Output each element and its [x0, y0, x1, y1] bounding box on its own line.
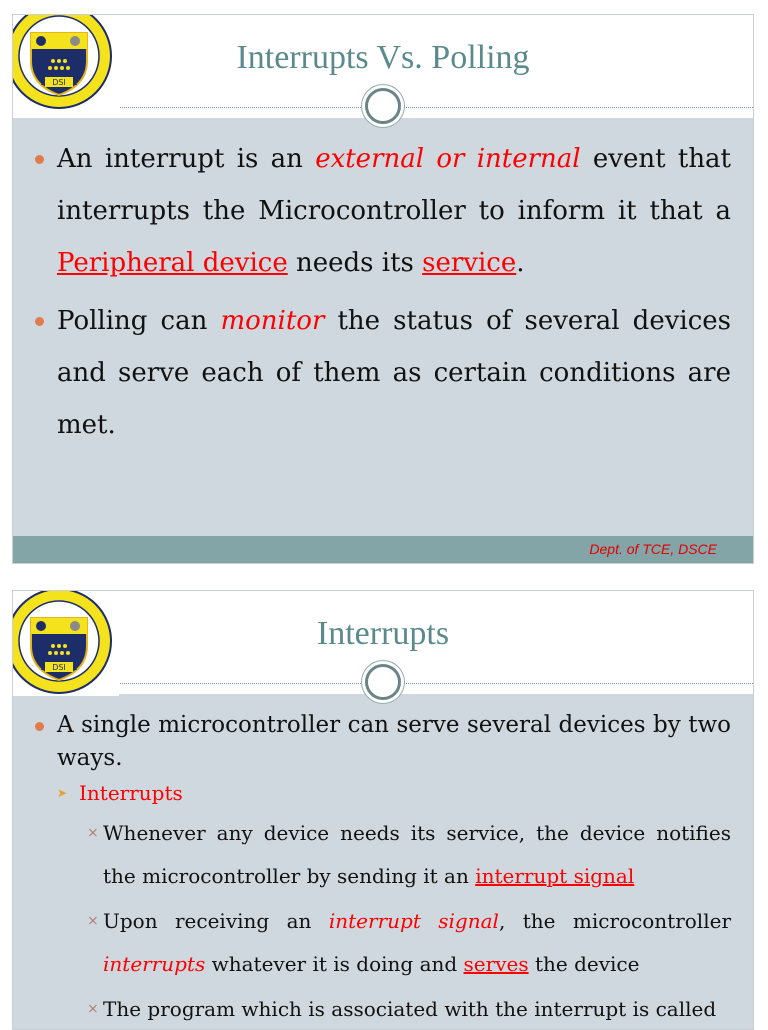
text-run: Polling can — [57, 306, 221, 336]
slide-footer — [13, 536, 753, 563]
list-item — [13, 900, 753, 986]
slide-header — [13, 591, 753, 694]
text-run: Upon receiving an — [103, 909, 329, 933]
highlight-service: service — [422, 248, 517, 278]
text-run: the status of several devices and serve each of them as certain conditions are met. — [57, 306, 731, 440]
sub-heading-label: Interrupts — [79, 781, 183, 805]
footer-credit: Dept. of TCE, DSCE — [589, 541, 717, 557]
text-run: the device — [528, 952, 640, 976]
text-run: Whenever any device needs its service, the device notifies the microcontroller by sending it an — [103, 821, 731, 888]
highlight-monitor: monitor — [220, 306, 325, 336]
institution-crest-icon — [12, 590, 119, 696]
cross-mark-icon: × — [87, 825, 99, 841]
text-run: needs its — [287, 248, 423, 278]
cross-mark-icon: × — [87, 1001, 99, 1017]
text-run: An interrupt is an — [57, 144, 316, 174]
bullet-interrupt-definition — [13, 133, 753, 289]
text-run: event that interrupts the Microcontroller to inform it that a — [57, 144, 732, 226]
slide-header — [13, 15, 753, 118]
sub-heading-interrupts — [13, 776, 753, 810]
highlight-interrupt-signal: interrupt signal — [328, 909, 499, 933]
cross-mark-icon: × — [87, 913, 99, 929]
list-item — [13, 812, 753, 898]
bullet-polling-definition — [13, 295, 753, 451]
bullet-two-ways: A single microcontroller can serve several devices by two ways. — [13, 709, 753, 775]
highlight-interrupts: interrupts — [103, 952, 206, 976]
text-run: The program which is associated with the interrupt is called — [103, 997, 717, 1021]
crest-text: DSI — [52, 78, 66, 87]
slide-title: Interrupts — [316, 615, 450, 652]
text-run: whatever it is doing and — [205, 952, 464, 976]
slide-title: Interrupts Vs. Polling — [236, 39, 530, 76]
slide-interrupts — [12, 590, 754, 1030]
slide-content — [13, 133, 753, 451]
institution-crest-icon — [12, 14, 119, 111]
divider-circle-ornament — [365, 88, 401, 124]
arrowhead-icon: ➤ — [57, 786, 68, 800]
text-run: . — [516, 248, 525, 278]
slide-content — [13, 709, 753, 1030]
crest-text: DSI — [52, 663, 66, 672]
highlight-interrupt-signal: interrupt signal — [475, 864, 635, 888]
text-run: , the microcontroller — [498, 909, 731, 933]
divider-circle-ornament — [365, 664, 401, 700]
slide-interrupts-vs-polling — [12, 14, 754, 564]
highlight-external-internal: external or internal — [315, 144, 581, 174]
highlight-peripheral-device: Peripheral device — [57, 248, 288, 278]
highlight-serves: serves — [463, 952, 529, 976]
